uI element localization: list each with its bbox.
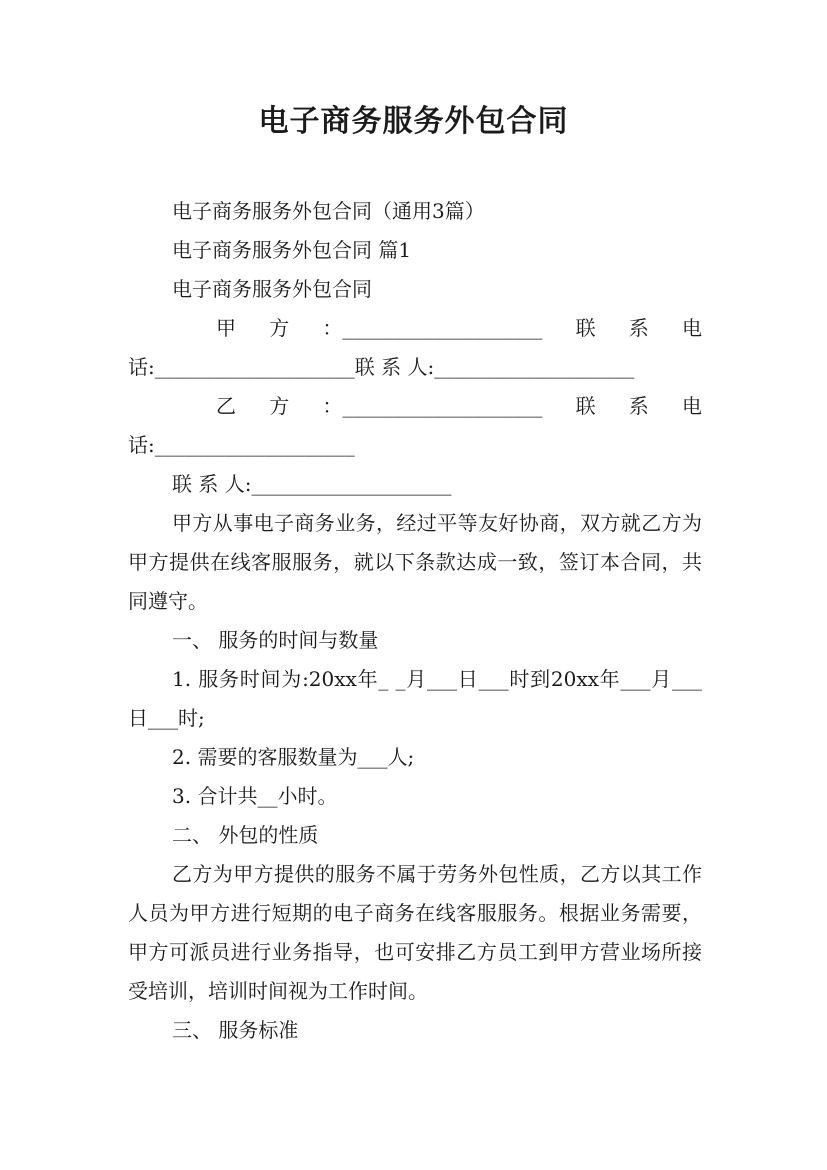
party-b-char-5: 系 [628, 394, 649, 418]
document-body [128, 192, 702, 1050]
party-b-contact-line: 联 系 人:____________________ [172, 472, 452, 496]
party-b-char-4: 联 [575, 394, 596, 418]
paragraph-contract-name: 电子商务服务外包合同 [172, 277, 372, 301]
section-3-heading: 三、 服务标准 [172, 1018, 299, 1042]
intro-paragraph: 甲方从事电子商务业务，经过平等友好协商，双方就乙方为甲方提供在线客服服务，就以下条款达成一致，签订本合同，共同遵守。 [128, 511, 702, 613]
party-b-tel-line: 话:____________________ [128, 433, 355, 457]
paragraph-part-title: 电子商务服务外包合同 篇1 [172, 238, 412, 262]
section-2-heading: 二、 外包的性质 [172, 823, 319, 847]
section-1-heading: 一、 服务的时间与数量 [172, 628, 379, 652]
party-b-blank: ：____________________ [322, 394, 543, 418]
section-1-item-3: 3. 合计共__小时。 [172, 784, 338, 808]
party-a-char-4: 联 [575, 316, 596, 340]
party-b-char-1: 乙 [216, 394, 236, 418]
party-a-char-1: 甲 [216, 316, 236, 340]
party-b-char-2: 方 [269, 394, 290, 418]
party-a-char-6: 电 [681, 316, 702, 340]
party-a-blank: ：____________________ [322, 316, 543, 340]
party-b-line [128, 387, 702, 426]
document-title: 电子商务服务外包合同 [258, 104, 569, 139]
party-a-tel-line: 话:____________________联 系 人:____________________ [128, 355, 635, 379]
section-1-item-1: 1. 服务时间为:20xx年_ _月___日___时到20xx年___月___日___时; [128, 667, 702, 730]
paragraph-heading: 电子商务服务外包合同（通用3篇） [172, 199, 485, 223]
party-a-line [128, 309, 702, 348]
party-b-char-6: 电 [681, 394, 702, 418]
section-1-item-2: 2. 需要的客服数量为___人; [172, 745, 415, 769]
party-a-char-5: 系 [628, 316, 649, 340]
party-a-char-2: 方 [269, 316, 290, 340]
section-2-text: 乙方为甲方提供的服务不属于劳务外包性质，乙方以其工作人员为甲方进行短期的电子商务在线客服服务。根据业务需要，甲方可派员进行业务指导，也可安排乙方员工到甲方营业场所接受培训，培训时间视为工作时间。 [128, 862, 702, 1003]
